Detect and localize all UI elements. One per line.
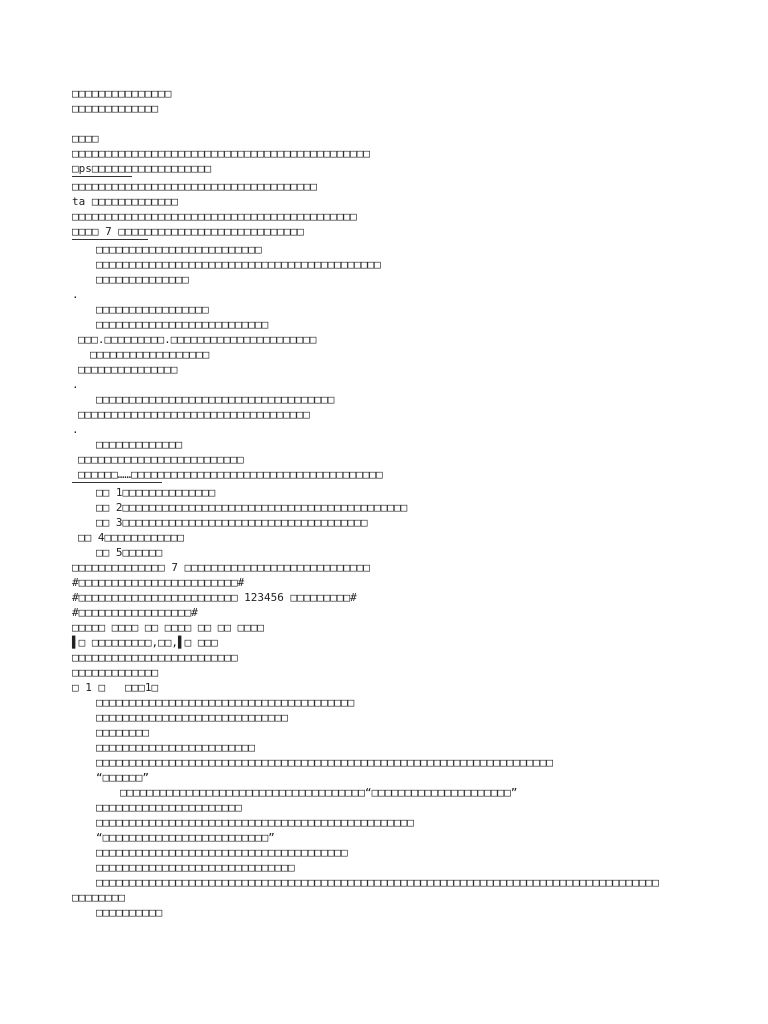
hash-line: #□□□□□□□□□□□□□□□□□# [72, 606, 198, 619]
quote-line: □□□□□□□□□□□□□□□□□□□□□□□□□□□□□□□□□□□□□“□□□□□□□□□□□□□□□□□□□□□” [120, 786, 518, 799]
document-page [72, 86, 712, 920]
section-2-line: □□□□□□□□□□□□□□□□□□□□□□□□□□□□□□□□□□□□□ [72, 180, 318, 193]
list-line: □□□□□□□□□□□□□□□□□□□□□□□□□□□□□□□□□□□ [78, 408, 310, 421]
list-line: □□□□□□□□□□□□□□□□□□□□□□□□□ [78, 453, 244, 466]
numbered-item-5: □□ 5□□□□□□ [96, 546, 163, 559]
section-2-line: □□□□ 7 □□□□□□□□□□□□□□□□□□□□□□□□□□□□ [72, 225, 304, 238]
body-line: □□□□□□□□□□ [96, 906, 163, 919]
dot-line: . [72, 378, 79, 391]
section-2-line: □□□□□□□□□□□□□□□□□□□□□□□□□□□□□□□□□□□□□□□□□□□ [72, 210, 357, 223]
body-line: □□□□□□□□□□□□□□□□□□□□□□□□□□□□□□□□□□□□□□ [96, 846, 348, 859]
divider [72, 482, 162, 483]
blank-line [72, 116, 712, 131]
section-2-line: ta □□□□□□□□□□□□□ [72, 195, 178, 208]
body-line: □□□□□□□□ [96, 726, 149, 739]
numbered-item-1: □□ 1□□□□□□□□□□□□□□ [96, 486, 216, 499]
hash-line: #□□□□□□□□□□□□□□□□□□□□□□□□ 123456 □□□□□□□□□# [72, 591, 357, 604]
numbered-item-3: □□ 3□□□□□□□□□□□□□□□□□□□□□□□□□□□□□□□□□□□□□ [96, 516, 368, 529]
list-line: □□□□□□□□□□□□□□□□□□□□□□□□□□ [96, 318, 269, 331]
section-1-line: □ps□□□□□□□□□□□□□□□□□□ [72, 162, 212, 175]
divider [72, 239, 148, 240]
list-line: □□□□□□□□□□□□□□□□□□□□□□□□□□□□□□□□□□□□□□□□□□□ [96, 258, 381, 271]
body-line: □□□□□□□□□□□□□□ 7 □□□□□□□□□□□□□□□□□□□□□□□□□□□□ [72, 561, 371, 574]
list-line: □□□□□□□□□□□□□□□□□□□□□□□□□ [96, 243, 262, 256]
list-line: □□□□□□□□□□□□□□□□□□□□□□□□□□□□□□□□□□□□ [96, 393, 335, 406]
body-line: □□□□□□□□□□□□□□□□□□□□□□□□ [96, 741, 255, 754]
body-line: □□□□□ □□□□ □□ □□□□ □□ □□ □□□□ [72, 621, 265, 634]
body-line: □□□□□□□□□□□□□□□□□□□□□□□□□□□□□□□□□□□□□□□□□□□□□□□□□□□□□□□□□□□□□□□□□□□□□ [96, 756, 553, 769]
list-line: □□□□□□□□□□□□□ [96, 438, 183, 451]
quote-line: “□□□□□□□□□□□□□□□□□□□□□□□□□” [96, 831, 275, 844]
body-line: □□□□□□□□□□□□□ [72, 666, 159, 679]
body-line: □□□□□□□□□□□□□□□□□□□□□□□□□□□□□ [96, 711, 289, 724]
section-1-line: □□□□□□□□□□□□□□□□□□□□□□□□□□□□□□□□□□□□□□□□□□□□□ [72, 147, 371, 160]
dot-line: . [72, 288, 79, 301]
body-line: □□□□□□□□□□□□□□□□□□□□□□ [96, 801, 242, 814]
dot-line: . [72, 423, 79, 436]
header-line-1: □□□□□□□□□□□□□□□ [72, 87, 172, 100]
body-line: □□□□□□□□□□□□□□□□□□□□□□□□□ [72, 651, 238, 664]
body-line: □□□□□□□□□□□□□□□□□□□□□□□□□□□□□□□□□□□□□□□ [96, 696, 355, 709]
quote-line: “□□□□□□” [96, 771, 149, 784]
divider [72, 176, 132, 177]
body-line: □□□□□□□□ [72, 891, 125, 904]
list-line: □□□□□□□□□□□□□□ [96, 273, 189, 286]
body-line: □□□□□□□□□□□□□□□□□□□□□□□□□□□□□□□□□□□□□□□□□□□□□□□□ [96, 816, 414, 829]
list-line: □□□□□□□□□□□□□□□□□□ [90, 348, 210, 361]
header-line-2: □□□□□□□□□□□□□ [72, 102, 159, 115]
body-line: □□□□□□□□□□□□□□□□□□□□□□□□□□□□□□ [96, 861, 295, 874]
section-1-title: □□□□ [72, 132, 99, 145]
body-line: ▌□ □□□□□□□□□,□□,▌□ □□□ [72, 636, 218, 649]
hash-line: #□□□□□□□□□□□□□□□□□□□□□□□□# [72, 576, 245, 589]
body-line: □□□□□□□□□□□□□□□□□□□□□□□□□□□□□□□□□□□□□□□□□□□□□□□□□□□□□□□□□□□□□□□□□□□□□□□□□□□□□□□□□□□□□ [96, 876, 659, 889]
list-line: □□□□□□……□□□□□□□□□□□□□□□□□□□□□□□□□□□□□□□□□□□□□□ [78, 468, 383, 481]
body-line: □ 1 □ □□□1□ [72, 681, 159, 694]
numbered-item-4: □□ 4□□□□□□□□□□□□ [78, 531, 184, 544]
list-line: □□□□□□□□□□□□□□□ [78, 363, 178, 376]
list-line: □□□.□□□□□□□□□.□□□□□□□□□□□□□□□□□□□□□□ [78, 333, 317, 346]
numbered-item-2: □□ 2□□□□□□□□□□□□□□□□□□□□□□□□□□□□□□□□□□□□□□□□□□□ [96, 501, 408, 514]
list-line: □□□□□□□□□□□□□□□□□ [96, 303, 209, 316]
